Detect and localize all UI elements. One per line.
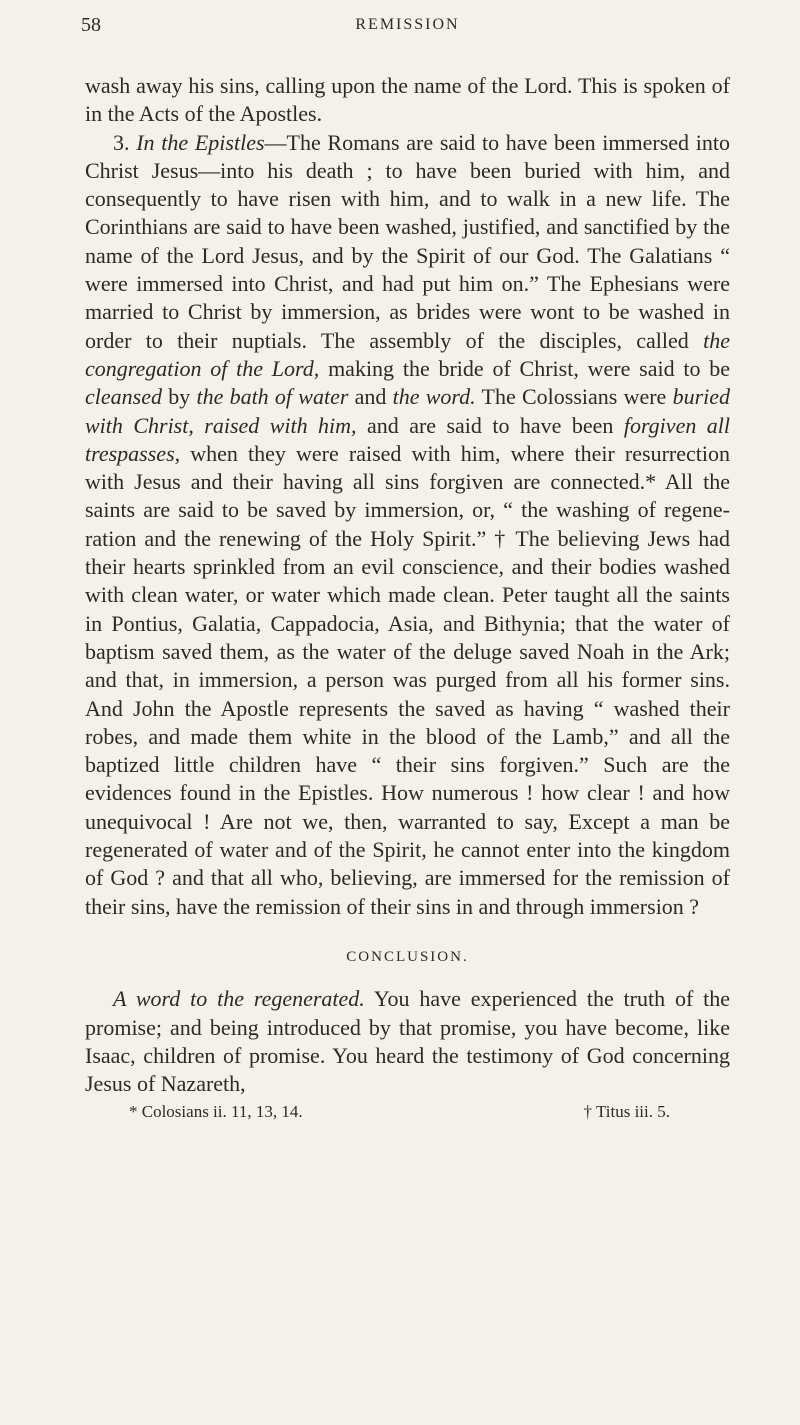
page-number: 58 <box>81 14 101 36</box>
text-run: The Colossians were <box>475 384 673 410</box>
italic-text-run: cleansed <box>85 384 162 410</box>
italic-text-run: the word. <box>392 384 476 410</box>
text-run: and are said to have been <box>356 412 624 438</box>
conclusion-heading: CONCLUSION. <box>346 948 469 965</box>
paragraph-conclusion <box>85 985 730 1098</box>
body-text <box>85 72 730 1098</box>
text-run: when they were raised with him, where their resurrection with Jesus and their having all sins forgiven are connected.* All the saints are said to be saved by immersion, or, “ the washing of regeneration and the renewing of the Holy Spirit.” † The believing Jews had their hearts sprinkled from an evil conscience, and their bodies washed with clean water, or water which made clean. Peter taught all the saints in Pontius, Galatia, Cappadocia, Asia, and Bithynia; that the water of baptism saved them, as the water of the deluge saved Noah in the Ark; and that, in immersion, a person was purged from all his former sins. And John the Apostle represents the saved as having “ washed their robes, and made them white in the blood of the Lamb,” and all the baptized little children have “ their sins forgiven.” Such are the evidences found in the Epistles. How numerous ! how clear ! and how unequivocal ! Are not we, then, warranted to say, Except a man be regenerated of water and of the Spirit, he cannot enter into the kingdom of God ? and that all who, believing, are immersed for the remission of their sins, have the remission of their sins in and through immersion ? <box>85 440 730 919</box>
text-run: making the bride of Christ, were said to be <box>319 355 730 381</box>
italic-text-run: forgiven all trespasses, <box>85 412 730 466</box>
footnotes <box>129 1102 720 1122</box>
italic-text-run: buried with Christ, raised with him, <box>85 384 731 438</box>
italic-text-run: the congregation of the Lord, <box>85 327 730 381</box>
paragraph-epistles <box>85 129 730 921</box>
text-run: —The Romans are said to have been immersed into Christ Jesus—into his death ; to have been buried with him, and consequently to have risen with him, and to walk in a new life. The Corinthians are said to have been washed, justified, and sanctified by the name of the Lord Jesus, and by the Spirit of our God. The Galatians “ were immersed into Christ, and had put him on.” The Ephesians were married to Christ by immersion, as brides were wont to be washed in order to their nuptials. The assembly of the disciples, called <box>85 129 730 353</box>
footnote-titus: † Titus iii. 5. <box>583 1102 670 1122</box>
paragraph-continued <box>85 72 730 129</box>
italic-text-run: A word to the regenerated. <box>113 986 365 1012</box>
footnote-colossians: * Colosians ii. 11, 13, 14. <box>129 1102 303 1122</box>
text-run: by <box>161 384 197 410</box>
italic-text-run: the bath of water <box>196 384 349 410</box>
italic-text-run: In the Epistles <box>136 129 265 155</box>
text-run: and <box>348 384 393 410</box>
text-run: wash away his sins, calling upon the name of the Lord. This is spoken of in the Acts of the Apostles. <box>85 73 730 127</box>
page-header <box>81 14 730 46</box>
text-run: You have experienced the truth of the promise; and being introduced by that promise, you have become, like Isaac, children of promise. You heard the testimony of God concerning Jesus of Nazareth, <box>85 986 730 1097</box>
running-head: REMISSION <box>355 16 460 33</box>
text-run: 3. <box>113 129 137 155</box>
